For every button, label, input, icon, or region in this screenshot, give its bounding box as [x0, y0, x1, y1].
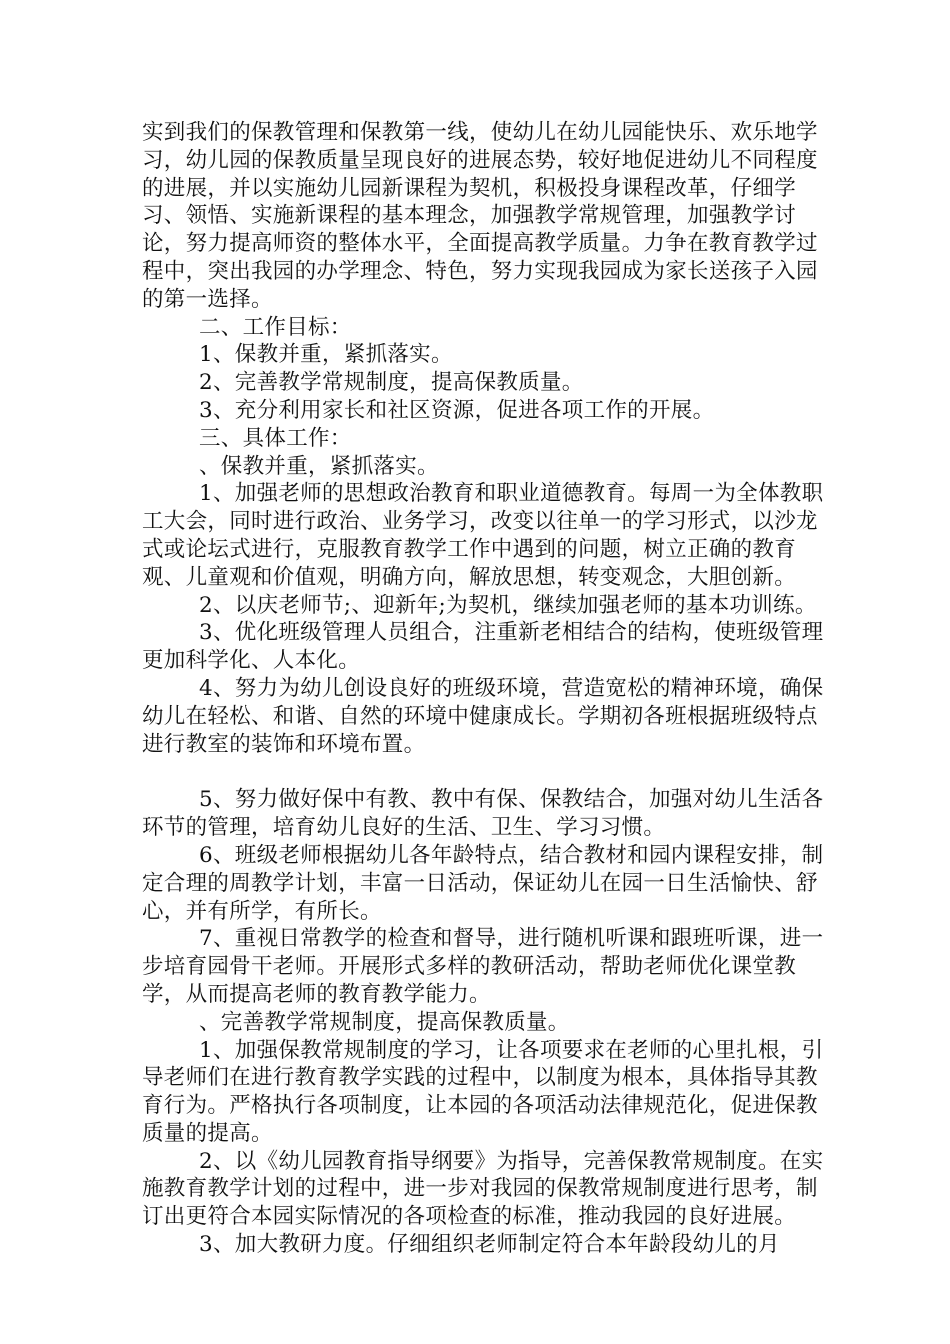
paragraph-system-2: 2、以《幼儿园教育指导纲要》为指导，完善保教常规制度。在实施教育教学计划的过程中，进一步对我园的保教常规制度进行思考，制订出更符合本园实际情况的各项检查的标准，推动我园的良好进展。 — [142, 1148, 824, 1230]
subheading-care-education: 、保教并重，紧抓落实。 — [199, 453, 439, 479]
goal-item-3: 3、充分利用家长和社区资源，促进各项工作的开展。 — [199, 397, 715, 423]
paragraph-item-1: 1、加强老师的思想政治教育和职业道德教育。每周一为全体教职工大会，同时进行政治、业务学习，改变以往单一的学习形式，以沙龙式或论坛式进行，克服教育教学工作中遇到的问题，树立正确的教育观、儿童观和价值观，明确方向，解放思想，转变观念，大胆创新。 — [142, 481, 824, 590]
paragraph-system-3: 3、加大教研力度。仔细组织老师制定符合本年龄段幼儿的月 — [199, 1232, 780, 1258]
paragraph-item-6: 6、班级老师根据幼儿各年龄特点，结合教材和园内课程安排，制定合理的周教学计划，丰富一日活动，保证幼儿在园一日生活愉快、舒心，并有所学，有所长。 — [142, 842, 824, 924]
paragraph-item-4: 4、努力为幼儿创设良好的班级环境，营造宽松的精神环境，确保幼儿在轻松、和谐、自然的环境中健康成长。学期初各班根据班级特点进行教室的装饰和环境布置。 — [142, 675, 824, 757]
paragraph-item-7: 7、重视日常教学的检查和督导，进行随机听课和跟班听课，进一步培育园骨干老师。开展形式多样的教研活动，帮助老师优化课堂教学，从而提高老师的教育教学能力。 — [142, 926, 824, 1007]
subheading-routine-system: 、完善教学常规制度，提高保教质量。 — [199, 1009, 570, 1035]
paragraph-system-1: 1、加强保教常规制度的学习，让各项要求在老师的心里扎根，引导老师们在进行教育教学实践的过程中，以制度为根本，具体指导其教育行为。严格执行各项制度，让本园的各项活动法律规范化，促进保教质量的提高。 — [142, 1037, 824, 1146]
paragraph-item-2: 2、以庆老师节;、迎新年;为契机，继续加强老师的基本功训练。 — [199, 592, 817, 618]
paragraph-item-5: 5、努力做好保中有教、教中有保、保教结合，加强对幼儿生活各环节的管理，培育幼儿良好的生活、卫生、学习习惯。 — [142, 787, 824, 841]
paragraph-item-3: 3、优化班级管理人员组合，注重新老相结合的结构，使班级管理更加科学化、人本化。 — [142, 620, 824, 674]
goal-item-2: 2、完善教学常规制度，提高保教质量。 — [199, 370, 584, 396]
heading-specific-work: 三、具体工作： — [199, 425, 352, 451]
document-body — [142, 119, 826, 1259]
blank-line — [142, 758, 826, 786]
goal-item-1: 1、保教并重，紧抓落实。 — [199, 342, 453, 368]
paragraph-intro: 实到我们的保教管理和保教第一线，使幼儿在幼儿园能快乐、欢乐地学习，幼儿园的保教质量呈现良好的进展态势，较好地促进幼儿不同程度的进展，并以实施幼儿园新课程为契机，积极投身课程改革，仔细学习、领悟、实施新课程的基本理念，加强教学常规管理，加强教学讨论，努力提高师资的整体水平，全面提高教学质量。力争在教育教学过程中，突出我园的办学理念、特色，努力实现我园成为家长送孩子入园的第一选择。 — [142, 120, 818, 312]
heading-work-goals: 二、工作目标： — [199, 314, 352, 340]
